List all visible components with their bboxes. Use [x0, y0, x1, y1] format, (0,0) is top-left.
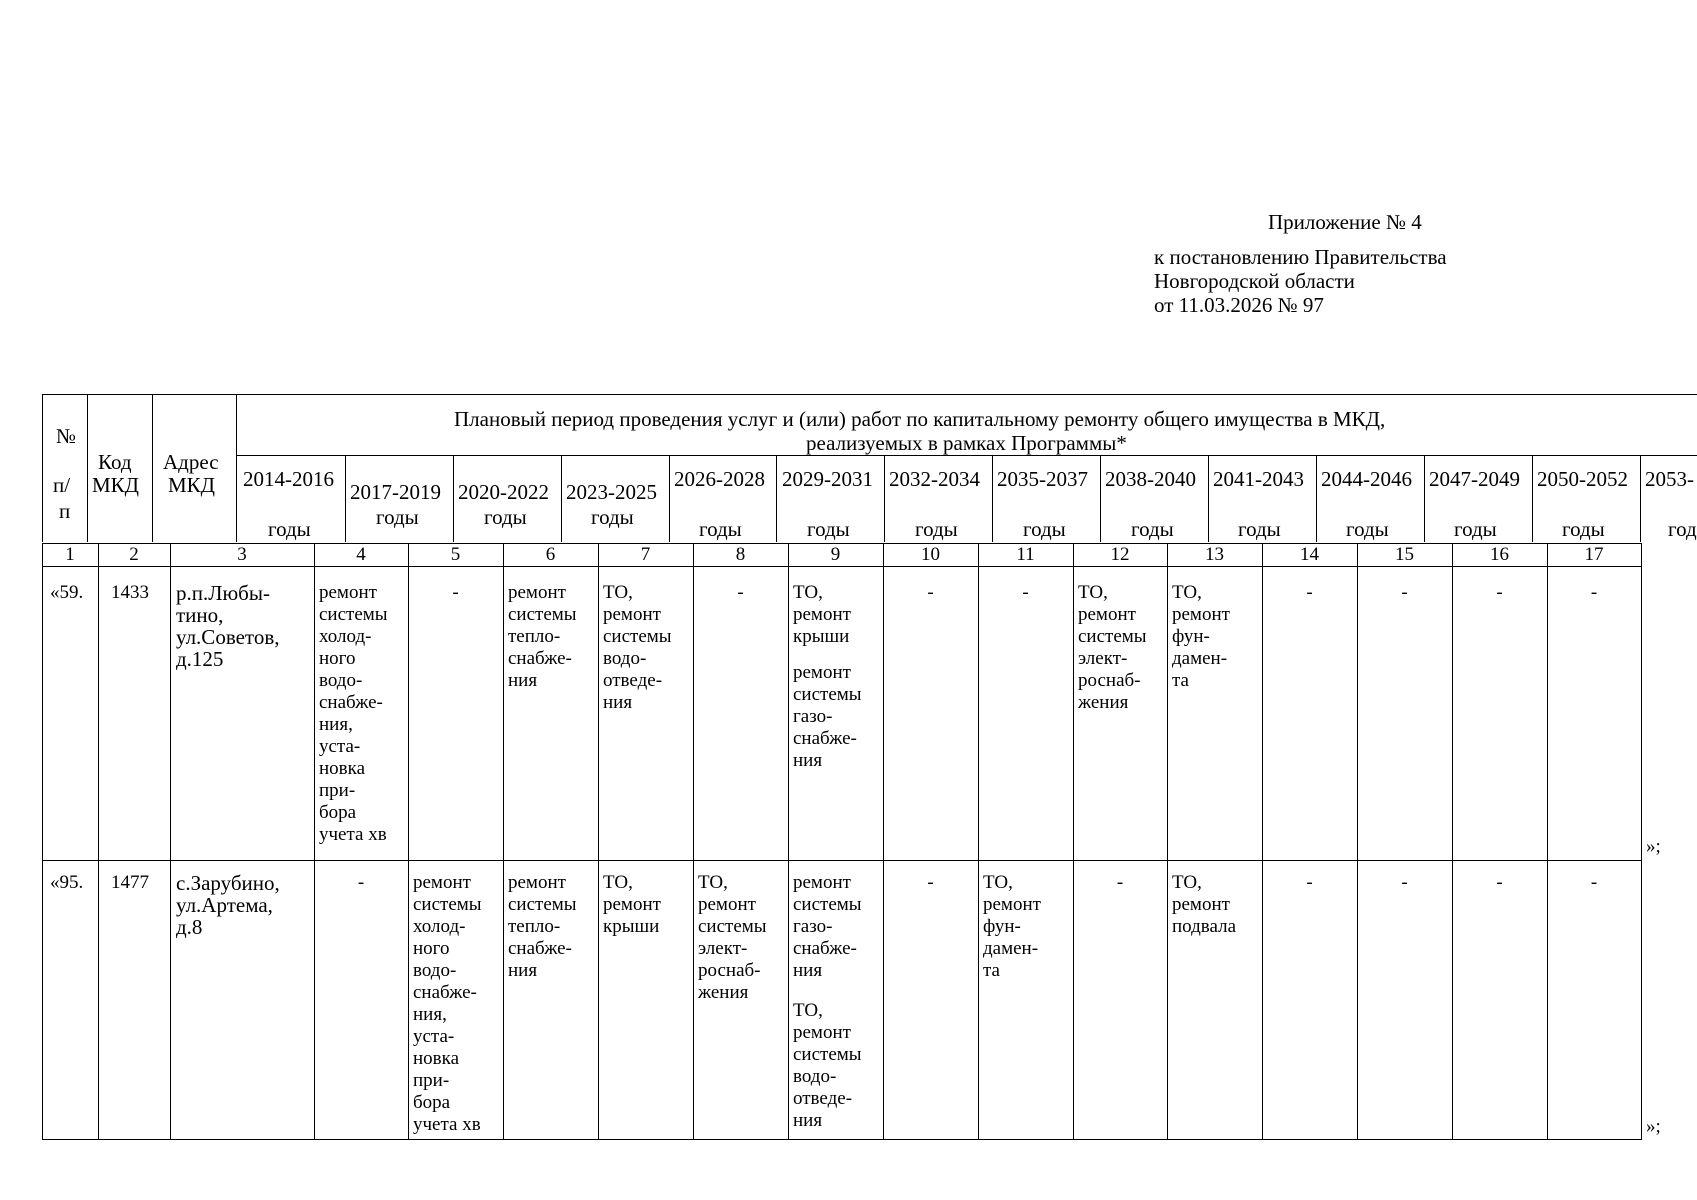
period-label-8: 2035-2037: [997, 467, 1088, 491]
years-word-11: годы: [1346, 517, 1389, 541]
work-cell: ТО, ремонт подвала: [1172, 872, 1237, 937]
work-cell: -: [1116, 872, 1124, 893]
col-addr-label-b: МКД: [168, 473, 216, 497]
years-word-2: годы: [376, 505, 419, 529]
row-number: «59.: [50, 582, 84, 603]
appendix-title: Приложение № 4: [1268, 210, 1422, 234]
work-cell: -: [927, 582, 934, 603]
mkd-code: 1433: [111, 582, 149, 603]
work-cell: ТО, ремонт крыши: [603, 872, 661, 937]
years-word-5: годы: [699, 517, 742, 541]
years-word-6: годы: [807, 517, 850, 541]
years-word-13: годы: [1562, 517, 1605, 541]
mkd-address: р.п.Любы- тино, ул.Советов, д.125: [176, 581, 280, 671]
period-title-line-2: реализуемых в рамках Программы*: [806, 431, 1127, 455]
col-number: 14: [1300, 544, 1319, 565]
work-cell: -: [737, 582, 744, 603]
decree-line-2: Новгородской области: [1154, 269, 1355, 293]
work-cell: ТО, ремонт фун- дамен- та: [983, 872, 1041, 981]
work-cell: -: [1401, 582, 1408, 603]
col-number: 2: [129, 544, 139, 565]
work-cell: ТО, ремонт системы водо- отведе- ния: [793, 1000, 862, 1131]
col-number: 12: [1110, 544, 1130, 565]
col-number: 13: [1205, 544, 1224, 565]
col-number: 5: [450, 544, 461, 565]
work-cell: ТО, ремонт фун- дамен- та: [1172, 582, 1230, 691]
work-cell: ремонт системы тепло- снабже- ния: [508, 872, 577, 981]
col-number: 15: [1395, 544, 1414, 565]
col-code-label-b: МКД: [92, 473, 140, 497]
work-cell: ремонт системы холод- ного водо- снабже- ния, уста- новка при- бора учета хв: [413, 872, 482, 1135]
col-number: 10: [921, 544, 940, 565]
work-cell: -: [1022, 582, 1029, 603]
col-code-label-a: Код: [98, 450, 132, 474]
period-label-13: 2050-2052: [1537, 467, 1628, 491]
period-label-4: 2023-2025: [566, 480, 657, 504]
period-label-3: 2020-2022: [458, 480, 549, 504]
work-cell: -: [452, 582, 459, 603]
period-label-1: 2014-2016: [243, 467, 334, 491]
work-cell: -: [927, 872, 934, 893]
period-label-12: 2047-2049: [1429, 467, 1520, 491]
col-number: 8: [735, 544, 746, 565]
col-number: 6: [545, 544, 556, 565]
years-word-14: год: [1668, 517, 1697, 541]
row-end-quote: »;: [1646, 836, 1661, 857]
work-cell: -: [1306, 872, 1313, 893]
years-word-7: годы: [915, 517, 958, 541]
work-cell: ТО, ремонт системы элект- роснаб- жения: [1078, 582, 1147, 713]
work-cell: -: [1401, 872, 1408, 893]
period-label-9: 2038-2040: [1105, 467, 1196, 491]
col-num-label-a: №: [56, 424, 77, 448]
years-word-9: годы: [1131, 517, 1174, 541]
work-cell: ТО, ремонт системы водо- отведе- ния: [603, 582, 672, 713]
row-number: «95.: [50, 872, 84, 893]
years-word-4: годы: [591, 505, 634, 529]
col-addr-label-a: Адрес: [163, 450, 219, 474]
years-word-3: годы: [484, 505, 527, 529]
col-number: 16: [1490, 544, 1509, 565]
mkd-code: 1477: [111, 872, 149, 893]
work-cell: ремонт системы холод- ного водо- снабже- ния, уста- новка при- бора учета хв: [319, 582, 388, 845]
years-word-8: годы: [1023, 517, 1066, 541]
decree-line-1: к постановлению Правительства: [1154, 245, 1447, 269]
period-label-11: 2044-2046: [1321, 467, 1412, 491]
decree-line-3: от 11.03.2026 № 97: [1154, 293, 1324, 317]
period-label-5: 2026-2028: [674, 467, 765, 491]
mkd-address: с.Зарубино, ул.Артема, д.8: [176, 871, 280, 939]
col-number: 3: [237, 544, 247, 565]
work-cell: -: [1496, 582, 1503, 603]
work-cell: ремонт системы газо- снабже- ния: [793, 872, 862, 981]
work-cell: -: [357, 872, 365, 893]
period-label-2: 2017-2019: [350, 480, 441, 504]
col-number: 1: [65, 544, 75, 565]
work-cell: ремонт системы газо- снабже- ния: [793, 662, 862, 771]
col-number: 9: [830, 544, 841, 565]
row-end-quote: »;: [1646, 1116, 1661, 1137]
years-word-1: годы: [268, 517, 311, 541]
col-number: 7: [640, 544, 651, 565]
period-label-14: 2053-: [1645, 467, 1694, 491]
period-label-6: 2029-2031: [782, 467, 873, 491]
col-num-label-c: п: [59, 499, 71, 523]
work-cell: -: [1590, 582, 1598, 603]
col-number: 4: [356, 544, 366, 565]
col-number: 17: [1584, 544, 1604, 565]
years-word-10: годы: [1238, 517, 1281, 541]
period-label-10: 2041-2043: [1213, 467, 1304, 491]
work-cell: -: [1306, 582, 1313, 603]
work-cell: ремонт системы тепло- снабже- ния: [508, 582, 577, 691]
period-title-line-1: Плановый период проведения услуг и (или) работ по капитальному ремонту общего имущества в МКД,: [454, 407, 1386, 431]
work-cell: ТО, ремонт крыши: [793, 582, 851, 647]
period-label-7: 2032-2034: [889, 467, 980, 491]
col-num-label-b: п/: [53, 473, 71, 497]
years-word-12: годы: [1454, 517, 1497, 541]
work-cell: ТО, ремонт системы элект- роснаб- жения: [698, 872, 767, 1003]
work-cell: -: [1590, 872, 1598, 893]
col-number: 11: [1016, 544, 1035, 565]
work-cell: -: [1496, 872, 1503, 893]
